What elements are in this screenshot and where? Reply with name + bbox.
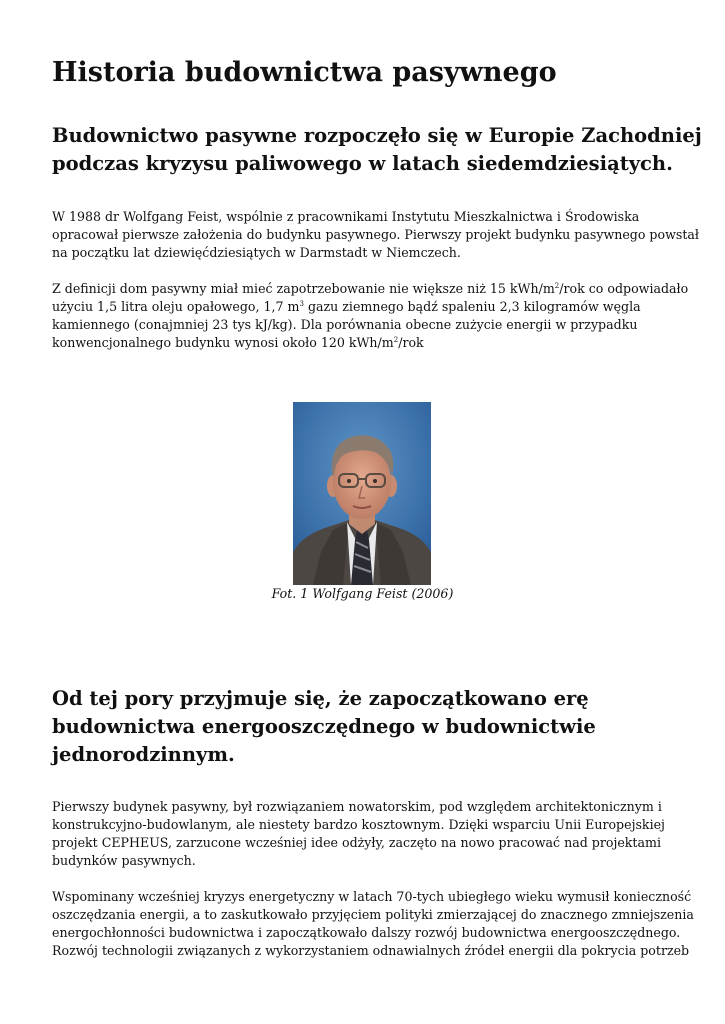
portrait-photo bbox=[293, 402, 431, 585]
paragraph-line: oszczędzania energii, a to zaskutkowało przyjęciem polityki zmierzającej do znacznego zmniejszenia bbox=[52, 907, 694, 922]
paragraph-line: kamiennego (conajmniej 23 tys kJ/kg). Dla porównania obecne zużycie energii w przypadku bbox=[52, 317, 638, 332]
paragraph-line: opracował pierwsze założenia do budynku pasywnego. Pierwszy projekt budynku pasywnego powstał bbox=[52, 227, 699, 242]
paragraph-line: Pierwszy budynek pasywny, był rozwiązaniem nowatorskim, pod względem architektonicznym i bbox=[52, 799, 662, 814]
superscript-3: 3 bbox=[299, 299, 304, 308]
superscript-2: 2 bbox=[554, 281, 560, 290]
paragraph-line bbox=[52, 334, 677, 352]
page-title: Historia budownictwa pasywnego bbox=[52, 57, 557, 88]
section-heading-1 bbox=[52, 122, 702, 178]
heading-2-line-3: jednorodzinnym. bbox=[52, 743, 235, 766]
heading-1-line-1: Budownictwo pasywne rozpoczęło się w Europie Zachodniej bbox=[52, 124, 702, 147]
paragraph-line: Rozwój technologii związanych z wykorzystaniem odnawialnych źródeł energii dla pokrycia potrzeb bbox=[52, 943, 690, 958]
paragraph-definition bbox=[52, 280, 689, 352]
text-run: użyciu 1,5 litra oleju opałowego, 1,7 m bbox=[52, 299, 300, 314]
text-run: /rok co odpowiadało bbox=[559, 281, 689, 296]
paragraph-line bbox=[52, 298, 677, 316]
paragraph-feist-1988 bbox=[52, 208, 699, 262]
text-run: Z definicji dom pasywny miał mieć zapotrzebowanie nie większe niż 15 kWh/m bbox=[52, 281, 555, 296]
section-heading-2 bbox=[52, 685, 677, 769]
paragraph-first-passive-building bbox=[52, 798, 677, 870]
paragraph-line: budynków pasywnych. bbox=[52, 853, 196, 868]
paragraph-line: na początku lat dziewięćdziesiątych w Darmstadt w Niemczech. bbox=[52, 245, 461, 260]
photo-caption: Fot. 1 Wolfgang Feist (2006) bbox=[271, 586, 454, 601]
text-run: konwencjonalnego budynku wynosi około 120 kWh/m bbox=[52, 335, 394, 350]
text-run: /rok bbox=[398, 335, 424, 350]
paragraph-line: konstrukcyjno-budowlanym, ale niestety bardzo kosztownym. Dzięki wsparciu Unii Europejskiej bbox=[52, 817, 665, 832]
paragraph-line bbox=[52, 280, 689, 298]
heading-1-line-2: podczas kryzysu paliwowego w latach siedemdziesiątych. bbox=[52, 152, 673, 175]
heading-2-line-2: budownictwa energooszczędnego w budownictwie bbox=[52, 715, 596, 738]
paragraph-line: projekt CEPHEUS, zarzucone wcześniej idee odżyły, zaczęto na nowo pracować nad projektami bbox=[52, 835, 661, 850]
paragraph-energy-crisis bbox=[52, 888, 694, 960]
text-run: gazu ziemnego bądź spaleniu 2,3 kilogramów węgla bbox=[303, 299, 641, 314]
portrait-illustration bbox=[293, 402, 431, 585]
paragraph-line: W 1988 dr Wolfgang Feist, wspólnie z pracownikami Instytutu Mieszkalnictwa i Środowiska bbox=[52, 209, 640, 224]
paragraph-line: energochłonności budownictwa i zapoczątkowało dalszy rozwój budownictwa energooszczędnego. bbox=[52, 925, 681, 940]
paragraph-line: Wspominany wcześniej kryzys energetyczny w latach 70-tych ubiegłego wieku wymusił konieczność bbox=[52, 889, 692, 904]
superscript-2: 2 bbox=[393, 335, 399, 344]
heading-2-line-1: Od tej pory przyjmuje się, że zapoczątkowano erę bbox=[52, 687, 589, 710]
